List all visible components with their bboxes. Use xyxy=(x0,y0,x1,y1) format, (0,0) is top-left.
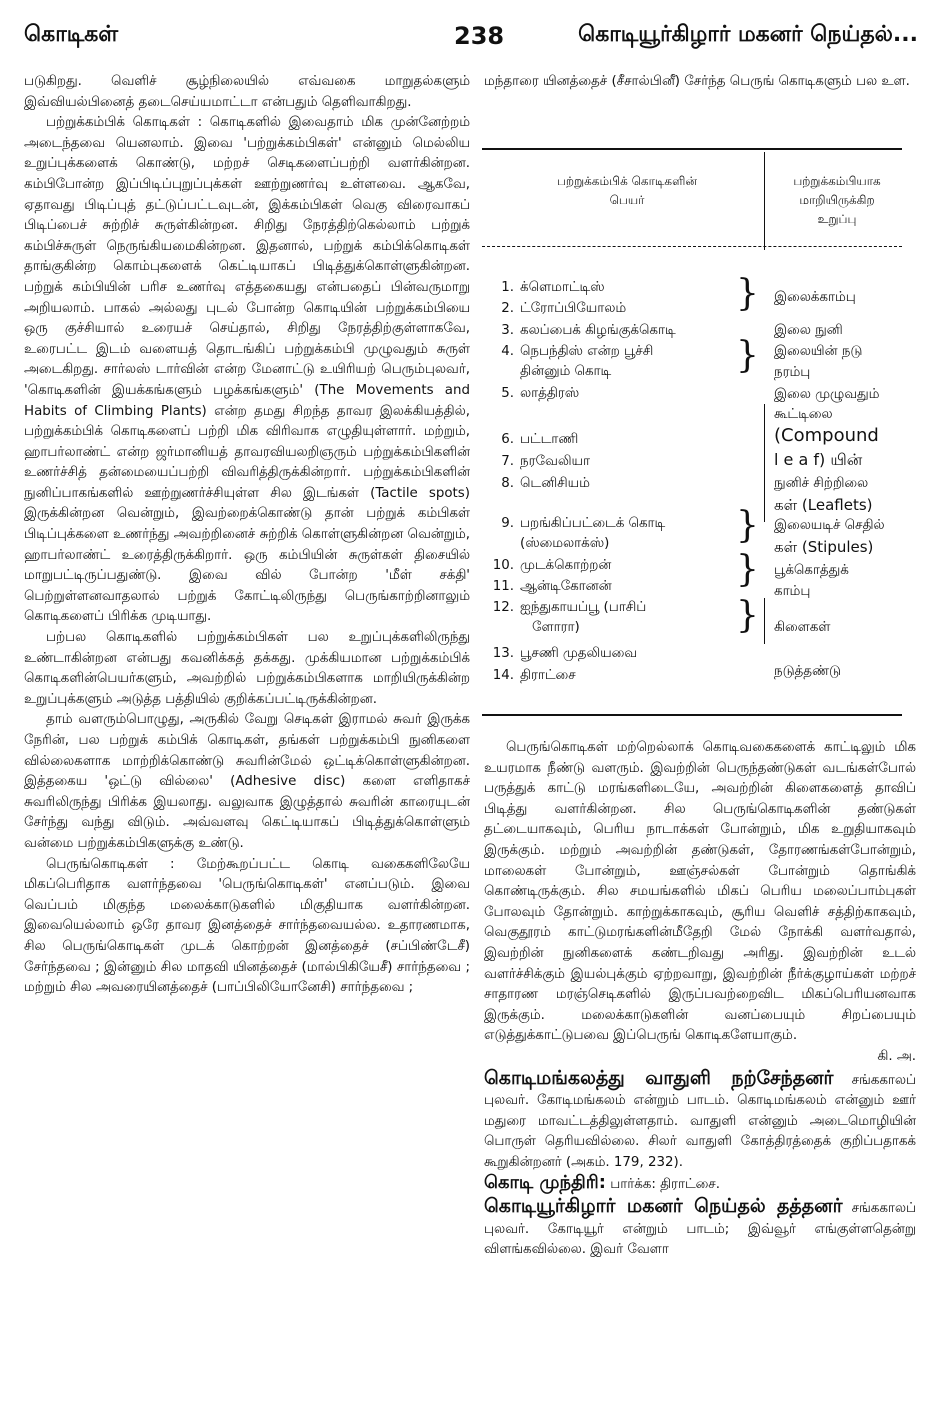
organ-label: இலைக்காம்பு xyxy=(774,290,856,305)
row-name: ஐந்துகாயப்பூ (பாசிப் xyxy=(520,600,647,615)
table-row xyxy=(492,342,764,361)
organ-label: கூட்டிலை xyxy=(774,407,833,422)
header-section-title: கொடிகள் xyxy=(24,22,119,47)
row-number: 14. xyxy=(492,668,514,683)
table-column-divider xyxy=(764,598,765,644)
organ-label: (Compound xyxy=(774,425,879,446)
organ-label: நரம்பு xyxy=(774,365,811,380)
paragraph: மந்தாரை யினத்தைச் (சீசால்பினீ) சேர்ந்த பெருங் கொடிகளும் பல உள. xyxy=(484,74,910,89)
table-header-organ xyxy=(772,172,902,229)
header-running-title: கொடியூர்கிழார் மகனர் நெய்தல்... xyxy=(578,22,918,47)
row-name: முடக்கொற்றன் xyxy=(520,558,612,573)
page-number: 238 xyxy=(454,22,505,50)
entry xyxy=(484,1173,916,1196)
paragraph: தாம் வளரும்பொழுது, அருகில் வேறு செடிகள் இராமல் சுவர் இருக்க நேரின், பல பற்றுக் கம்பிக் கொடிகள், தங்கள் பற்றுக்கம்பி நுனிகளை வில்லைகளாக மாற்றிக்கொண்டு சுவரின்மேல் ஒட்டிக்கொள்ளுகின்றன. இத்தகைய 'ஒட்டு வில்லை' (Adhesive disc) களை எளிதாகச் சுவரிலிருந்து பிரிக்க இயலாது. வலுவாக இழுத்தால் சுவரின் காரையுடன் சேர்ந்து வந்து விடும். அவ்வளவு கெட்டியாகப் பிடித்துக்கொள்ளும் வன்மை பற்றுக்கம்பிகளுக்கு உண்டு. xyxy=(24,712,470,851)
table-header-name xyxy=(502,172,752,210)
organ-label: பூக்கொத்துக் xyxy=(774,563,849,578)
row-number: 11. xyxy=(492,579,514,594)
brace-glyph: } xyxy=(736,335,759,376)
table-row xyxy=(492,299,764,318)
row-number: 12. xyxy=(492,600,514,615)
row-name: நரவேலியா xyxy=(520,454,590,469)
left-column xyxy=(24,72,470,999)
paragraph: பற்பல கொடிகளில் பற்றுக்கம்பிகள் பல உறுப்புக்களிலிருந்து உண்டாகின்றன என்பது கவனிக்கத் தக்கது. முக்கியமான பற்றுக்கம்பிக் கொடிகளின்பெயர்களும், அவற்றில் பற்றுக்கம்பிகளாக மாறியிருக்கின்ற உறுப்புக்களும் அடுத்த பத்தியில் குறிக்கப்பட்டிருக்கின்றன. xyxy=(24,630,470,707)
table-row xyxy=(492,452,764,471)
row-name: கலப்பைக் கிழங்குக்கொடி xyxy=(520,323,676,338)
row-name: லாத்திரஸ் xyxy=(520,386,580,401)
organ-label: கள் (Stipules) xyxy=(774,538,874,556)
row-name: ட்ரோப்பியோலம் xyxy=(520,301,627,316)
table-rule xyxy=(482,714,902,716)
tendril-table xyxy=(482,142,902,716)
row-name: திராட்சை xyxy=(520,668,576,683)
row-number: 5. xyxy=(501,386,514,401)
row-name: ளோரா) xyxy=(532,620,580,635)
table-column-divider xyxy=(764,404,765,522)
entry-text: சங்ககாலப் புலவர். கோடிமங்கலம் என்றும் பாடம். கொடிமங்கலம் என்னும் ஊர் மதுரை மாவட்டத்திலுள்ளதாம். வாதுளி என்னும் அடைமொழியின் பொருள் தெரியவில்லை. சிலர் வாதுளி கோத்திரத்தைக் குறிப்பதாகக் கூறுகின்றனர் (அகம். 179, 232). xyxy=(484,1072,916,1170)
right-column-top xyxy=(484,72,916,93)
entry-title: கொடிமங்கலத்து வாதுளி நற்சேந்தனர் xyxy=(484,1066,834,1089)
row-number: 4. xyxy=(501,344,514,359)
row-name: பறங்கிப்பட்டைக் கொடி xyxy=(520,516,666,531)
organ-label: இலை முழுவதும் xyxy=(774,387,880,402)
table-row xyxy=(492,598,764,617)
header-line: பற்றுக்கம்பிக் கொடிகளின் xyxy=(557,174,697,188)
row-name: க்ளெமாட்டிஸ் xyxy=(520,280,605,295)
entry-title: கொடியூர்கிழார் மகனர் நெய்தல் தத்தனர் xyxy=(484,1195,843,1218)
entry-text: சங்ககாலப் புலவர். கோடியூர் என்றும் பாடம்; இவ்வூர் எங்குள்ளதென்று விளங்கவில்லை. இவர் வேளா xyxy=(484,1201,916,1258)
brace-glyph: } xyxy=(736,273,759,314)
row-number: 10. xyxy=(492,558,514,573)
table-row xyxy=(492,278,764,297)
table-row xyxy=(492,577,764,596)
row-name: டெனிசியம் xyxy=(520,476,590,491)
row-number: 3. xyxy=(501,323,514,338)
row-number: 13. xyxy=(492,646,514,661)
organ-label: கிளைகள் xyxy=(774,620,831,635)
brace-glyph: } xyxy=(736,505,759,546)
right-column-bottom xyxy=(484,738,916,1261)
row-name: (ஸ்மைலாக்ஸ்) xyxy=(520,536,610,551)
row-number: 8. xyxy=(501,476,514,491)
brace-glyph: } xyxy=(736,549,759,590)
table-row xyxy=(492,321,764,340)
table-rule xyxy=(482,148,902,150)
entry-title: கொடி முந்திரி: xyxy=(484,1172,606,1194)
organ-label: நடுத்தண்டு xyxy=(774,664,841,679)
paragraph: படுகிறது. வெளிச் சூழ்நிலையில் எவ்வகை மாறுதல்களும் இவ்வியல்பினைத் தடைசெய்யமாட்டா என்பதும் தெளிவாகிறது. xyxy=(24,74,470,110)
table-row xyxy=(492,644,764,663)
organ-label: இலையடிச் செதில் xyxy=(774,518,885,533)
table-row xyxy=(492,514,764,533)
table-row xyxy=(492,430,764,449)
row-number: 9. xyxy=(501,516,514,531)
entry xyxy=(484,1068,916,1174)
table-row xyxy=(492,384,764,403)
row-name: ஆன்டிகோனன் xyxy=(520,579,612,594)
organ-label: கள் (Leaflets) xyxy=(774,496,873,514)
row-number: 6. xyxy=(501,432,514,447)
table-column-divider xyxy=(764,152,765,250)
organ-label: நுனிச் சிற்றிலை xyxy=(774,476,869,491)
organ-label: l e a f) யின் xyxy=(774,450,863,469)
row-number: 7. xyxy=(501,454,514,469)
row-number: 2. xyxy=(501,301,514,316)
row-name: பட்டாணி xyxy=(520,432,579,447)
header-line: பெயர் xyxy=(609,193,645,207)
paragraph: பற்றுக்கம்பிக் கொடிகள் : கொடிகளில் இவைதாம் மிக முன்னேற்றம் அடைந்தவை யெனலாம். இவை 'பற்றுக்கம்பிகள்' என்னும் மெல்லிய உறுப்புக்களைக் கொண்டு, மற்றச் செடிகளைப்பற்றி வளர்கின்றன. கம்பிபோன்ற இப்பிடிப்புறுப்புக்கள் ஊற்றுணர்வு உள்ளவை. ஆகவே, ஏதாவது பிடிப்புத் தட்டுப்பட்டவுடன், இக்கம்பிகள் வெகு விரைவாகப் பிடிப்பைச் சுற்றிச் சுருள்கின்றன. சிறிது நேரத்திற்கெல்லாம் பற்றுக் கம்பிச்சுருள் நெருங்கியமைகின்றன. இதனால், பற்றுக் கம்பிக்கொடிகள் தாங்குகின்ற கொம்புகளைக் கெட்டியாகப் பிடித்துக்கொள்ளுகின்றன. பற்றுக் கம்பியின் பரிச உணர்வு எத்தகையது என்பதைப் பின்வருமாறு அறியலாம். பாகல் அல்லது புடல் போன்ற கொடியின் பற்றுக்கம்பியை ஒரு குச்சியால் உரையச் செய்தால், சிறிது நேரத்திற்குள்ளாகவே, உரைபட்ட இடம் வளையத் தொடங்கிப் பற்றுக்கம்பி முழுவதும் சுருள் அடைகிறது. சார்லஸ் டார்வின் என்ற மேனாட்டு உயிரியற் பெரும்புலவர், 'கொடிகளின் இயக்கங்களும் பழக்கங்களும்' (The Movements and Habits of Climbing Plants) என்ற தமது சிறந்த தாவர இலக்கியத்தில், பற்றுக்கம்பிக் கொடிகளைப் பற்றி மிக விரிவாக எழுதியுள்ளார். மற்றும், ஹாபர்லாண்ட் என்ற ஜர்மானியத் தாவரவியலறிஞரும் பற்றுக்கம்பிகளின் உணர்ச்சித் தன்மையைப்பற்றி விவரித்திருக்கின்றார். பற்றுக்கம்பிகளின் நுனிப்பாகங்களில் ஊற்றுணர்ச்சியுள்ள சில இடங்கள் (Tactile spots) இருக்கின்றன வென்றும், இவற்றைக்கொண்டு தான் பற்றுக் கம்பிகள் பிடிப்புக்களை உணர்ந்து அவற்றினைச் சுற்றிக் கொள்ளுகின்றன வென்றும், ஹாபர்லாண்ட் உரைத்திருக்கிறார். ஒரு கம்பியின் சுருள்கள் திசையில் மாறுபட்டிருப்பதுண்டு. இவை வில் போன்ற 'மீள் சக்தி' பெற்றுள்ளனவாதலால் பற்றுக் கோட்டிலிருந்து பெருங்காற்றினாலும் கொடிகளைப் பிரிக்க முடியாது. xyxy=(24,115,470,625)
paragraph: பெருங்கொடிகள் : மேற்கூறப்பட்ட கொடி வகைகளிலேயே மிகப்பெரிதாக வளர்ந்தவை 'பெருங்கொடிகள்' எனப்படும். இவை வெப்பம் மிகுந்த மலைக்காடுகளில் மிகுதியாக வளர்கின்றன. இவையெல்லாம் ஒரே தாவர இனத்தைச் சார்ந்தவையல்ல. உதாரணமாக, சில பெருங்கொடிகள் முடக் கொற்றன் இனத்தைச் (சப்பிண்டேசீ) சேர்ந்தவை ; இன்னும் சில மாதவி யினத்தைச் (மால்பிகியேசீ) சார்ந்தவை ; மற்றும் சில அவரையினத்தைச் (பாப்பிலியோனேசி) சார்ந்தவை ; xyxy=(24,856,470,996)
organ-label: காம்பு xyxy=(774,584,811,599)
header-line: உறுப்பு xyxy=(817,212,857,226)
table-row xyxy=(492,666,764,685)
row-name: தின்னும் கொடி xyxy=(520,364,612,379)
row-number: 1. xyxy=(501,280,514,295)
entry xyxy=(484,1196,916,1261)
header-line: பற்றுக்கம்பியாக xyxy=(793,174,881,188)
brace-glyph: } xyxy=(736,595,759,636)
row-name: நெபந்திஸ் என்ற பூச்சி xyxy=(520,344,654,359)
entry-text: பார்க்க: திராட்சை. xyxy=(610,1177,720,1193)
organ-label: இலை நுனி xyxy=(774,323,843,338)
paragraph: பெருங்கொடிகள் மற்றெல்லாக் கொடிவகைகளைக் காட்டிலும் மிக உயரமாக நீண்டு வளரும். இவற்றின் பெருந்தண்டுகள் வடங்கள்போல் பருத்துக் காட்டு மரங்களிடையே, அவற்றின் கிளைகளைத் தாவிப் பிடித்து வளர்கின்றன. சில பெருங்கொடிகளின் தண்டுகள் தட்டையாகவும், பெரிய நாடாக்கள் போன்றும், மிக உறுதியாகவும் இருக்கும். மற்றும் அவற்றின் தண்டுகள், தோரணங்கள்போன்றும், மாலைகள் போன்றும், ஊஞ்சல்கள் போன்றும் தொங்கிக் கொண்டிருக்கும். சில சமயங்களில் மிகப் பெரிய மலைப்பாம்புகள் போலவும் தோன்றும். காற்றுக்காகவும், சூரிய வெளிச் சத்திற்காகவும், வெகுதூரம் காட்டுமரங்களின்மீதேறி மேல் நோக்கி வளர்வதால், இவற்றின் நுனிகளைக் கண்டறிவது அரிது. இவற்றின் உடல் வளர்ச்சிக்கும் இயல்புக்கும் ஏற்றவாறு, இவற்றின் நீர்க்குழாய்கள் மற்றச் சாதாரண மரஞ்செடிகளில் இருப்பவற்றைவிட மிகப்பெரியனவாக இருக்கும். மலைக்காடுகளின் வனப்பையும் சிறப்பையும் எடுத்துக்காட்டுபவை இப்பெருங் கொடிகளேயாகும். xyxy=(484,740,916,1044)
author-initials: கி. அ. xyxy=(877,1048,916,1064)
page-header xyxy=(0,22,940,62)
header-line: மாறியிருக்கிற xyxy=(799,193,875,207)
organ-label: இலையின் நடு xyxy=(774,344,863,359)
row-name: பூசணி முதலியவை xyxy=(520,646,638,661)
table-row xyxy=(492,474,764,493)
table-rule-dashed xyxy=(482,246,902,247)
table-row xyxy=(492,556,764,575)
